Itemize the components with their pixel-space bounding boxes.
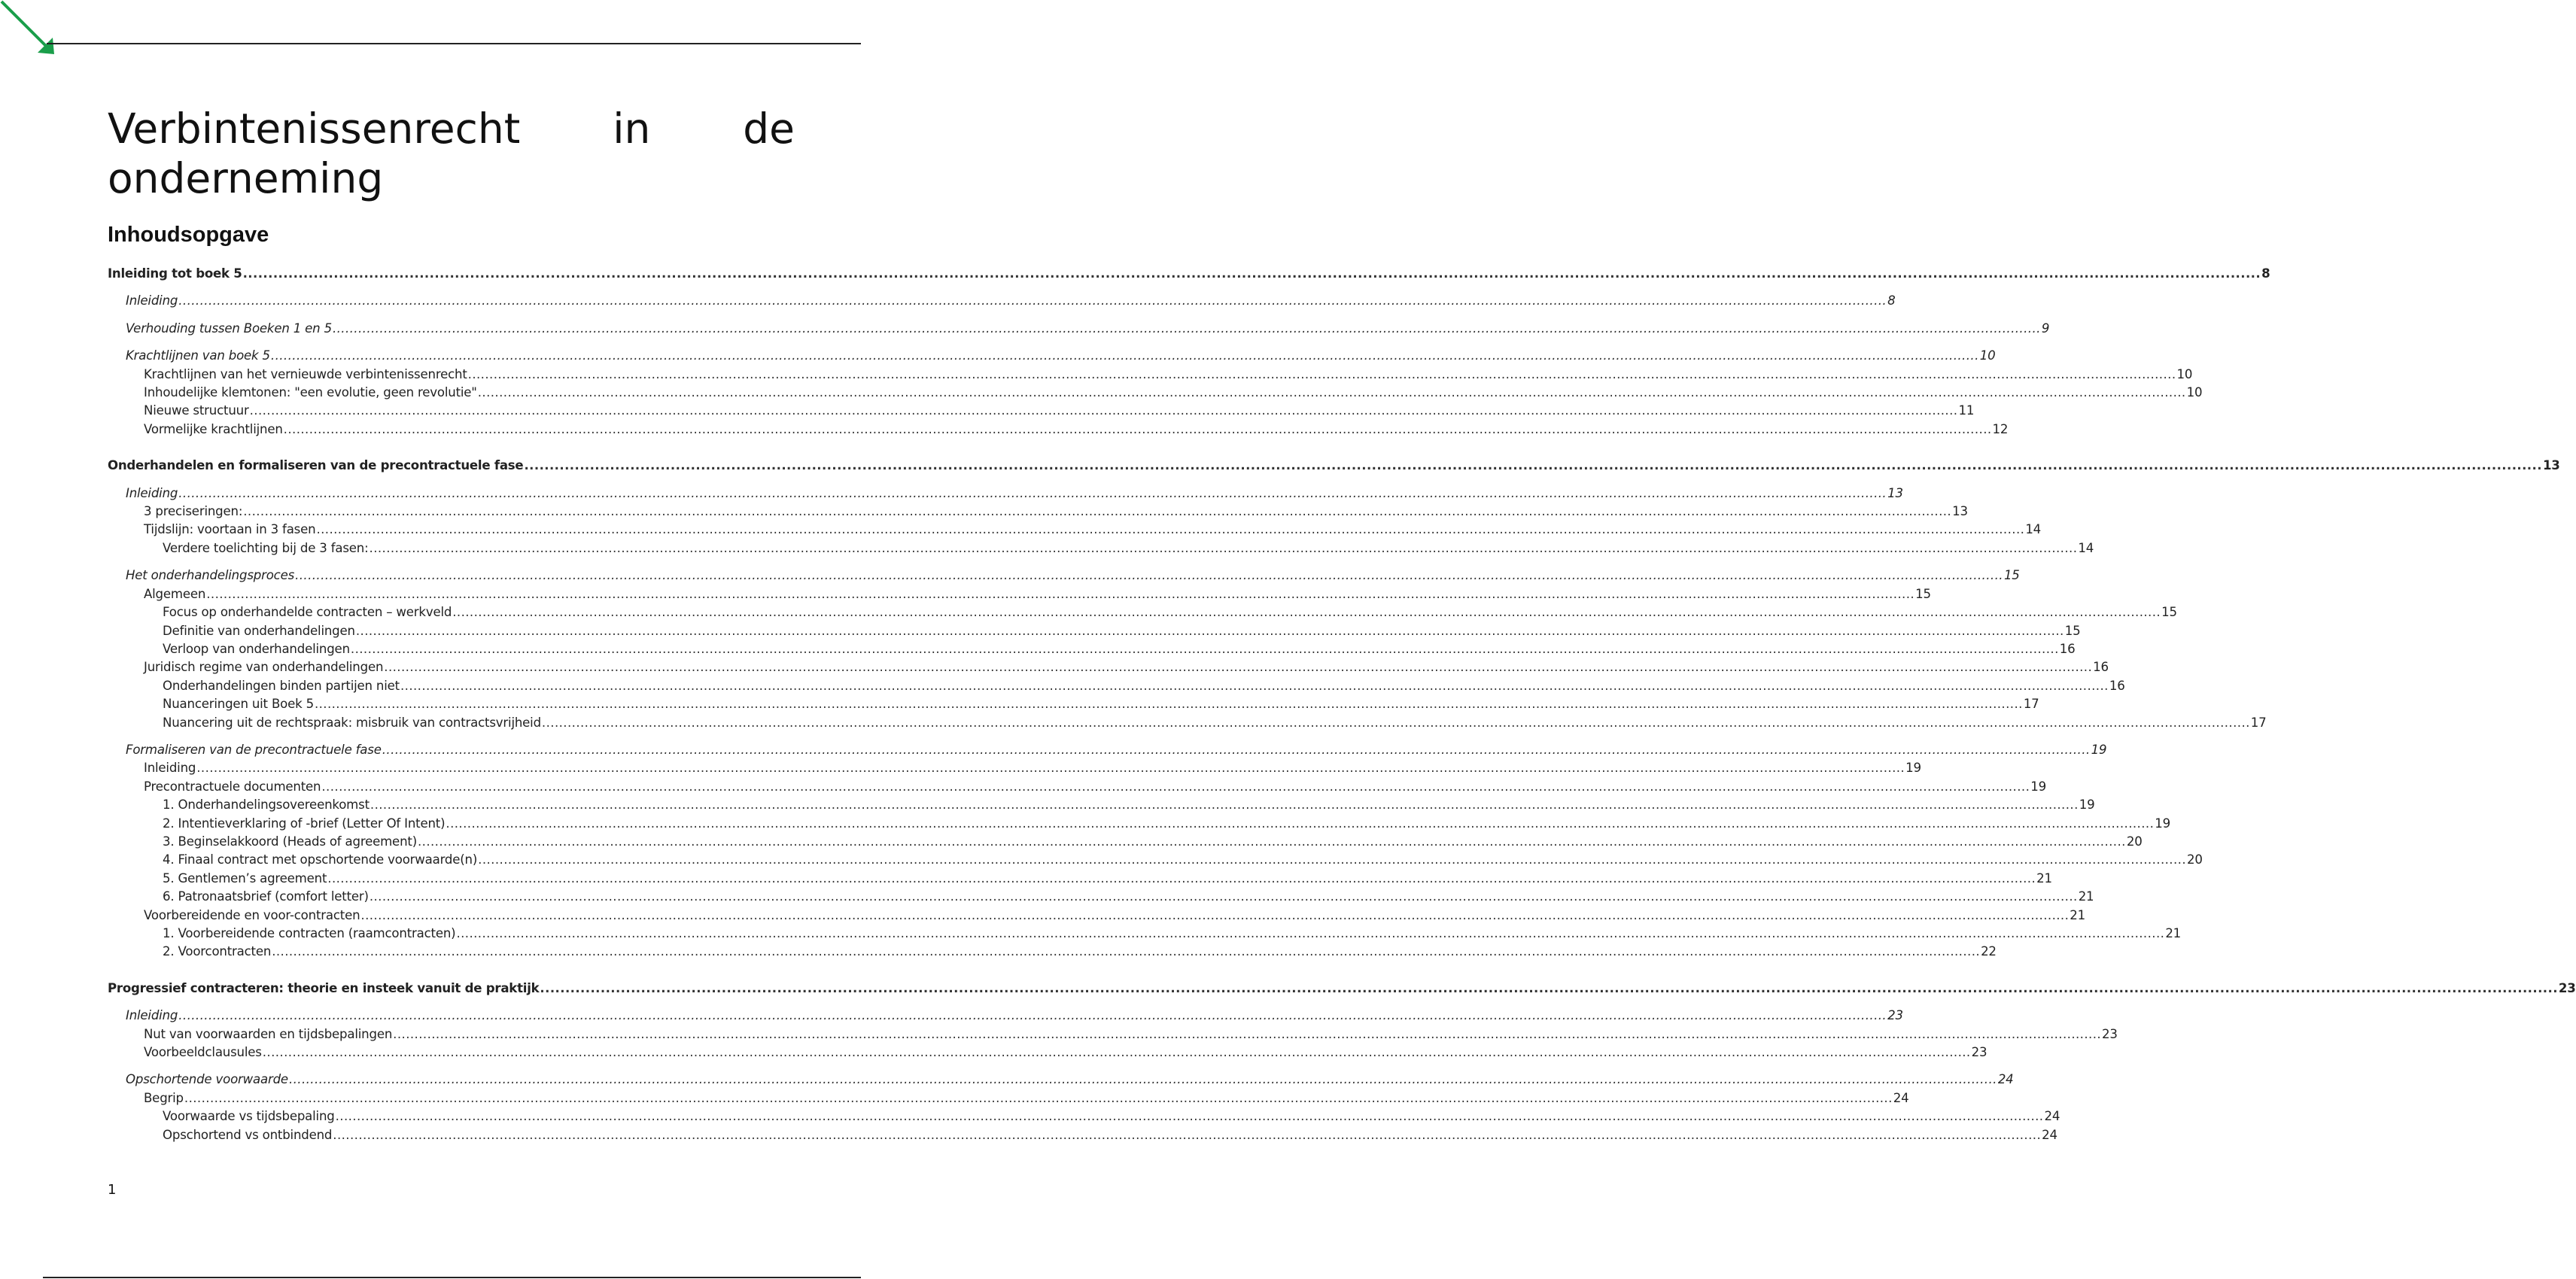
toc-entry[interactable]: [108, 1126, 2057, 1144]
header-rule: [47, 43, 861, 44]
toc-entry-page: 23: [1887, 1008, 1903, 1023]
toc-leader: ................................................................................................................................................................................................................................................................................................................................................................................................................: [242, 266, 2261, 281]
toc-entry-page: 13: [1887, 485, 1903, 500]
toc-entry[interactable]: [108, 759, 1921, 777]
toc-entry-page: 23: [2558, 980, 2576, 995]
toc-entry-page: 24: [2044, 1109, 2060, 1124]
page-content: [108, 104, 2576, 1144]
toc-entry-label: 4. Finaal contract met opschortende voorwaarde(n): [163, 852, 478, 867]
toc-entry-page: 24: [1997, 1072, 2014, 1087]
toc-entry-label: Krachtlijnen van boek 5: [126, 348, 270, 363]
toc-entry-page: 16: [2093, 660, 2109, 675]
toc-entry-label: Inleiding: [126, 1008, 178, 1023]
page-number: 1: [108, 1182, 117, 1198]
toc-entry-page: 13: [1952, 504, 1968, 519]
toc-entry[interactable]: [108, 677, 2125, 695]
toc-entry[interactable]: [108, 907, 2085, 925]
title-word: Verbintenissenrecht: [108, 105, 521, 153]
toc-entry[interactable]: [108, 658, 2109, 676]
toc-leader: ................................................................................................................................................................................................................................................................................................................................................................................................................: [369, 540, 2078, 555]
toc-entry[interactable]: [108, 695, 2039, 713]
toc-entry-label: Progressief contracteren: theorie en insteek vanuit de praktijk: [108, 980, 540, 995]
table-of-contents: [108, 265, 2576, 1144]
toc-entry[interactable]: [108, 603, 2177, 621]
toc-entry-label: Opschortende voorwaarde: [126, 1072, 288, 1087]
toc-entry[interactable]: [108, 1071, 2014, 1089]
toc-leader: ................................................................................................................................................................................................................................................................................................................................................................................................................: [243, 504, 1952, 519]
toc-entry-page: 13: [2542, 458, 2560, 473]
toc-leader: ................................................................................................................................................................................................................................................................................................................................................................................................................: [288, 1072, 1997, 1087]
toc-entry[interactable]: [108, 796, 2095, 814]
toc-entry-page: 17: [2023, 697, 2039, 712]
toc-entry-label: Verdere toelichting bij de 3 fasen:: [163, 540, 369, 555]
toc-entry-label: Het onderhandelingsproces: [126, 568, 295, 583]
toc-entry-page: 12: [1992, 421, 2009, 436]
toc-entry-page: 10: [1979, 348, 1996, 363]
toc-entry-label: Nuanceringen uit Boek 5: [163, 697, 314, 712]
title-word: in: [613, 105, 651, 153]
toc-entry[interactable]: [108, 833, 2143, 851]
toc-entry-label: Nieuwe structuur: [144, 403, 249, 418]
toc-entry-label: Nut van voorwaarden en tijdsbepalingen: [144, 1026, 393, 1041]
toc-entry-page: 22: [1981, 944, 1997, 959]
toc-entry[interactable]: [108, 1044, 1988, 1062]
toc-entry-page: 9: [2041, 321, 2050, 336]
toc-entry[interactable]: [108, 384, 2203, 402]
toc-entry-label: 1. Voorbereidende contracten (raamcontracten): [163, 926, 456, 940]
title-word: de: [743, 105, 795, 153]
document-title: [108, 104, 795, 203]
toc-entry-label: Opschortend vs ontbindend: [163, 1127, 333, 1142]
toc-entry-label: 3 preciseringen:: [144, 504, 243, 519]
toc-entry-label: Inleiding tot boek 5: [108, 266, 242, 281]
toc-entry-page: 17: [2250, 715, 2267, 730]
toc-entry[interactable]: [108, 402, 1975, 420]
toc-entry[interactable]: [108, 980, 2576, 998]
toc-entry-label: Nuancering uit de rechtspraak: misbruik van contractsvrijheid: [163, 715, 541, 730]
toc-entry[interactable]: [108, 347, 1996, 365]
toc-leader: ................................................................................................................................................................................................................................................................................................................................................................................................................: [382, 742, 2091, 757]
toc-entry[interactable]: [108, 925, 2182, 943]
footer-rule: [43, 1277, 861, 1278]
toc-entry-page: 8: [1887, 293, 1896, 308]
toc-entry-label: Inleiding: [126, 293, 178, 308]
toc-entry[interactable]: [108, 622, 2081, 640]
toc-leader: ................................................................................................................................................................................................................................................................................................................................................................................................................: [540, 980, 2558, 995]
toc-leader: ................................................................................................................................................................................................................................................................................................................................................................................................................: [314, 697, 2023, 712]
toc-leader: ................................................................................................................................................................................................................................................................................................................................................................................................................: [178, 485, 1887, 500]
toc-entry[interactable]: [108, 320, 2050, 338]
toc-leader: ................................................................................................................................................................................................................................................................................................................................................................................................................: [184, 1090, 1893, 1105]
toc-leader: ................................................................................................................................................................................................................................................................................................................................................................................................................: [370, 797, 2079, 813]
toc-leader: ................................................................................................................................................................................................................................................................................................................................................................................................................: [321, 779, 2030, 794]
toc-entry[interactable]: [108, 778, 2046, 796]
toc-entry-label: Begrip: [144, 1090, 184, 1105]
toc-entry-label: Inhoudelijke klemtonen: "een evolutie, geen revolutie": [144, 385, 477, 400]
toc-entry-page: 10: [2176, 366, 2193, 381]
toc-entry-page: 19: [2079, 797, 2095, 813]
toc-leader: ................................................................................................................................................................................................................................................................................................................................................................................................................: [350, 641, 2059, 656]
toc-entry-label: Focus op onderhandelde contracten – werkveld: [163, 605, 452, 620]
toc-entry[interactable]: [108, 1025, 2118, 1044]
toc-entry-page: 23: [1971, 1045, 1988, 1060]
toc-leader: ................................................................................................................................................................................................................................................................................................................................................................................................................: [262, 1045, 1971, 1060]
toc-leader: ................................................................................................................................................................................................................................................................................................................................................................................................................: [327, 870, 2036, 886]
toc-leader: ................................................................................................................................................................................................................................................................................................................................................................................................................: [384, 660, 2093, 675]
toc-entry-page: 20: [2187, 852, 2203, 867]
toc-entry[interactable]: [108, 1107, 2060, 1126]
toc-entry-label: Tijdslijn: voortaan in 3 fasen: [144, 522, 316, 537]
toc-entry-label: Definitie van onderhandelingen: [163, 623, 355, 638]
toc-entry-label: 2. Voorcontracten: [163, 944, 272, 959]
toc-entry[interactable]: [108, 521, 2042, 539]
toc-leader: ................................................................................................................................................................................................................................................................................................................................................................................................................: [541, 715, 2250, 730]
toc-entry-page: 19: [2155, 816, 2170, 831]
toc-leader: ................................................................................................................................................................................................................................................................................................................................................................................................................: [270, 348, 1979, 363]
toc-entry-label: 1. Onderhandelingsovereenkomst: [163, 797, 370, 813]
toc-entry[interactable]: [108, 585, 1931, 603]
toc-leader: ................................................................................................................................................................................................................................................................................................................................................................................................................: [524, 458, 2542, 473]
toc-entry-label: Juridisch regime van onderhandelingen: [144, 660, 384, 675]
toc-entry[interactable]: [108, 943, 1997, 961]
toc-entry-page: 14: [2078, 540, 2094, 555]
toc-entry-page: 16: [2059, 641, 2076, 656]
toc-leader: ................................................................................................................................................................................................................................................................................................................................................................................................................: [335, 1109, 2044, 1124]
toc-entry-label: Voorbereidende en voor-contracten: [144, 907, 360, 922]
title-line-1: [108, 104, 795, 153]
toc-entry-label: Krachtlijnen van het vernieuwde verbintenissenrecht: [144, 366, 467, 381]
toc-entry-page: 19: [1905, 761, 1921, 776]
toc-entry-page: 15: [1915, 586, 1931, 601]
toc-entry-label: Inleiding: [144, 761, 196, 776]
toc-entry-page: 19: [2030, 779, 2046, 794]
toc-leader: ................................................................................................................................................................................................................................................................................................................................................................................................................: [369, 889, 2078, 904]
toc-entry[interactable]: [108, 421, 2009, 439]
toc-entry[interactable]: [108, 503, 1968, 521]
toc-entry-page: 11: [1958, 403, 1975, 418]
toc-entry-page: 21: [2078, 889, 2094, 904]
toc-entry[interactable]: [108, 851, 2203, 869]
toc-leader: ................................................................................................................................................................................................................................................................................................................................................................................................................: [316, 522, 2025, 537]
toc-leader: ................................................................................................................................................................................................................................................................................................................................................................................................................: [446, 816, 2155, 831]
toc-entry-page: 24: [2042, 1127, 2057, 1142]
toc-entry-page: 15: [2064, 623, 2081, 638]
toc-heading: Inhoudsopgave: [108, 223, 269, 247]
toc-entry-label: Formaliseren van de precontractuele fase: [126, 742, 382, 757]
toc-leader: ................................................................................................................................................................................................................................................................................................................................................................................................................: [452, 605, 2161, 620]
toc-entry-label: Vormelijke krachtlijnen: [144, 421, 283, 436]
toc-leader: ................................................................................................................................................................................................................................................................................................................................................................................................................: [295, 568, 2003, 583]
toc-entry-label: Algemeen: [144, 586, 206, 601]
toc-leader: ................................................................................................................................................................................................................................................................................................................................................................................................................: [206, 586, 1915, 601]
toc-leader: ................................................................................................................................................................................................................................................................................................................................................................................................................: [477, 385, 2186, 400]
toc-entry[interactable]: [108, 457, 2560, 475]
toc-leader: ................................................................................................................................................................................................................................................................................................................................................................................................................: [333, 1127, 2042, 1142]
toc-entry-label: Inleiding: [126, 485, 178, 500]
toc-leader: ................................................................................................................................................................................................................................................................................................................................................................................................................: [283, 421, 1992, 436]
toc-entry-page: 19: [2091, 742, 2107, 757]
toc-leader: ................................................................................................................................................................................................................................................................................................................................................................................................................: [178, 293, 1887, 308]
toc-entry-page: 21: [2036, 870, 2052, 886]
toc-entry-label: 6. Patronaatsbrief (comfort letter): [163, 889, 369, 904]
toc-entry-page: 21: [2165, 926, 2182, 940]
toc-entry[interactable]: [108, 815, 2170, 833]
arrow-down-right-icon: [0, 0, 60, 60]
toc-entry[interactable]: [108, 714, 2267, 732]
toc-entry[interactable]: [108, 567, 2020, 585]
toc-leader: ................................................................................................................................................................................................................................................................................................................................................................................................................: [467, 366, 2176, 381]
toc-leader: ................................................................................................................................................................................................................................................................................................................................................................................................................: [355, 623, 2064, 638]
toc-entry-page: 21: [2070, 907, 2085, 922]
toc-leader: ................................................................................................................................................................................................................................................................................................................................................................................................................: [272, 944, 1981, 959]
toc-entry-label: Voorwaarde vs tijdsbepaling: [163, 1109, 335, 1124]
toc-entry-label: Verhouding tussen Boeken 1 en 5: [126, 321, 332, 336]
toc-entry[interactable]: [108, 741, 2107, 759]
toc-leader: ................................................................................................................................................................................................................................................................................................................................................................................................................: [417, 834, 2126, 849]
toc-entry-label: Verloop van onderhandelingen: [163, 641, 350, 656]
toc-entry-page: 20: [2126, 834, 2143, 849]
toc-entry-page: 15: [2161, 605, 2177, 620]
toc-entry-page: 24: [1893, 1090, 1909, 1105]
title-line-2: onderneming: [108, 154, 384, 202]
toc-leader: ................................................................................................................................................................................................................................................................................................................................................................................................................: [360, 907, 2070, 922]
toc-entry-label: 2. Intentieverklaring of -brief (Letter Of Intent): [163, 816, 446, 831]
toc-leader: ................................................................................................................................................................................................................................................................................................................................................................................................................: [332, 321, 2041, 336]
toc-entry[interactable]: [108, 292, 1896, 310]
toc-leader: ................................................................................................................................................................................................................................................................................................................................................................................................................: [400, 678, 2109, 693]
toc-entry[interactable]: [108, 1089, 1909, 1107]
toc-entry-label: Onderhandelingen binden partijen niet: [163, 678, 400, 693]
toc-entry[interactable]: [108, 1007, 1903, 1025]
toc-leader: ................................................................................................................................................................................................................................................................................................................................................................................................................: [249, 403, 1958, 418]
toc-leader: ................................................................................................................................................................................................................................................................................................................................................................................................................: [456, 926, 2165, 940]
toc-entry-label: Precontractuele documenten: [144, 779, 321, 794]
toc-entry-page: 14: [2025, 522, 2042, 537]
toc-entry-label: Onderhandelen en formaliseren van de precontractuele fase: [108, 458, 524, 473]
toc-leader: ................................................................................................................................................................................................................................................................................................................................................................................................................: [393, 1026, 2102, 1041]
toc-entry-page: 15: [2003, 568, 2020, 583]
toc-entry[interactable]: [108, 640, 2076, 658]
toc-entry-page: 10: [2186, 385, 2203, 400]
toc-entry-label: Voorbeeldclausules: [144, 1045, 262, 1060]
toc-entry-page: 8: [2261, 266, 2270, 281]
toc-entry-page: 23: [2102, 1026, 2118, 1041]
toc-leader: ................................................................................................................................................................................................................................................................................................................................................................................................................: [478, 852, 2187, 867]
toc-entry[interactable]: [108, 485, 1903, 503]
toc-entry[interactable]: [108, 888, 2094, 906]
toc-leader: ................................................................................................................................................................................................................................................................................................................................................................................................................: [178, 1008, 1887, 1023]
toc-entry-label: 3. Beginselakkoord (Heads of agreement): [163, 834, 417, 849]
toc-leader: ................................................................................................................................................................................................................................................................................................................................................................................................................: [196, 761, 1905, 776]
toc-entry[interactable]: [108, 870, 2052, 888]
toc-entry[interactable]: [108, 265, 2270, 283]
toc-entry-page: 16: [2109, 678, 2125, 693]
toc-entry[interactable]: [108, 539, 2094, 557]
toc-entry-label: 5. Gentlemen’s agreement: [163, 870, 327, 886]
toc-entry[interactable]: [108, 366, 2193, 384]
